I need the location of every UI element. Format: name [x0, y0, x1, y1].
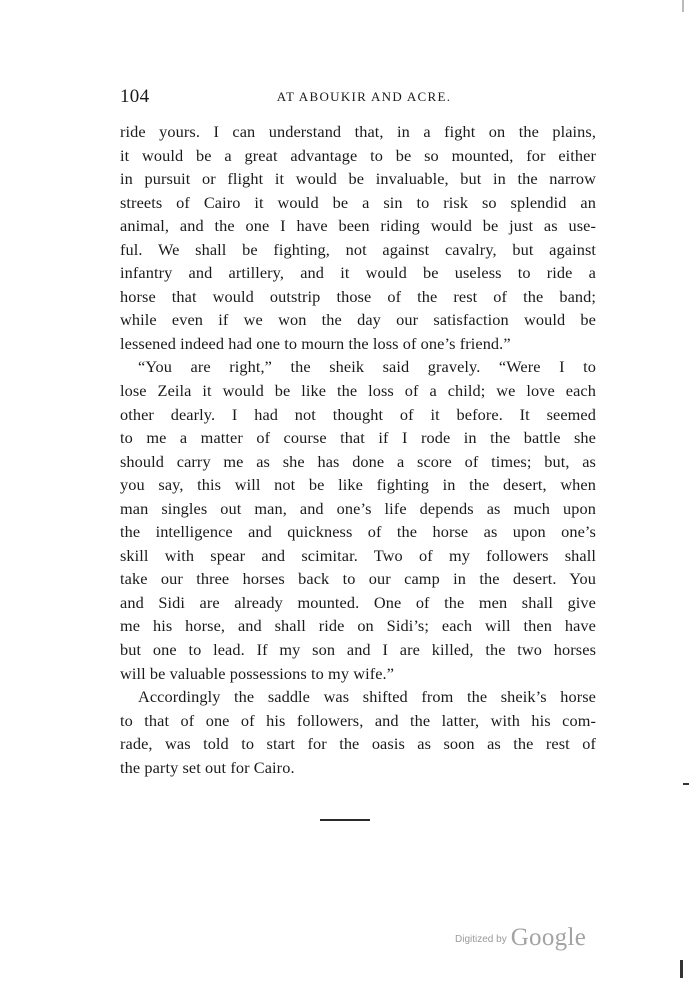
scan-edge-mark [680, 960, 683, 978]
text-line: lessened indeed had one to mourn the loss of one’s friend.” [120, 333, 511, 353]
text-line: to me a matter of course that if I rode in the battle she [120, 428, 596, 448]
text-line: animal, and the one I have been riding would be just as use- [120, 216, 596, 236]
watermark-prefix: Digitized by [455, 934, 507, 945]
text-line: it would be a great advantage to be so mounted, for either [120, 145, 596, 165]
text-line: will be valuable possessions to my wife.” [120, 663, 395, 683]
text-line: but one to lead. If my son and I are killed, the two horses [120, 640, 596, 660]
section-divider [320, 819, 370, 821]
google-logo: Google [510, 924, 587, 951]
text-line: while even if we won the day our satisfaction would be [120, 310, 596, 330]
scan-edge-mark [682, 0, 684, 12]
text-line: should carry me as she has done a score of times; but, as [120, 451, 596, 471]
text-line: take our three horses back to our camp in the desert. You [120, 569, 596, 589]
text-line: infantry and artillery, and it would be useless to ride a [120, 263, 596, 283]
text-line: the intelligence and quickness of the horse as upon one’s [120, 522, 596, 542]
text-line: me his horse, and shall ride on Sidi’s; each will then have [120, 616, 596, 636]
text-line: man singles out man, and one’s life depends as much upon [120, 498, 596, 518]
text-line: lose Zeila it would be like the loss of a child; we love each [120, 381, 596, 401]
text-line: and Sidi are already mounted. One of the men shall give [120, 592, 596, 612]
text-line: rade, was told to start for the oasis as soon as the rest of [120, 734, 596, 754]
text-line: you say, this will not be like fighting in the desert, when [120, 475, 596, 495]
text-line: to that of one of his followers, and the latter, with his com- [120, 710, 596, 730]
text-line: Accordingly the saddle was shifted from the sheik’s horse [138, 687, 596, 707]
running-title: AT ABOUKIR AND ACRE. [276, 89, 452, 104]
text-line: in pursuit or flight it would be invaluable, but in the narrow [120, 169, 596, 189]
text-line: streets of Cairo it would be a sin to risk so splendid an [120, 192, 596, 212]
digitized-watermark [455, 924, 586, 952]
text-line: ful. We shall be fighting, not against cavalry, but against [120, 239, 596, 259]
body-text [120, 120, 596, 779]
text-line: “You are right,” the sheik said gravely. “Were I to [138, 357, 596, 377]
text-line: other dearly. I had not thought of it before. It seemed [120, 404, 596, 424]
text-line: horse that would outstrip those of the rest of the band; [120, 286, 596, 306]
text-line: skill with spear and scimitar. Two of my followers shall [120, 545, 596, 565]
scan-edge-mark [683, 783, 689, 785]
text-line: ride yours. I can understand that, in a fight on the plains, [120, 122, 596, 141]
running-head [120, 86, 596, 110]
text-line: the party set out for Cairo. [120, 757, 295, 777]
page-number: 104 [120, 86, 150, 107]
